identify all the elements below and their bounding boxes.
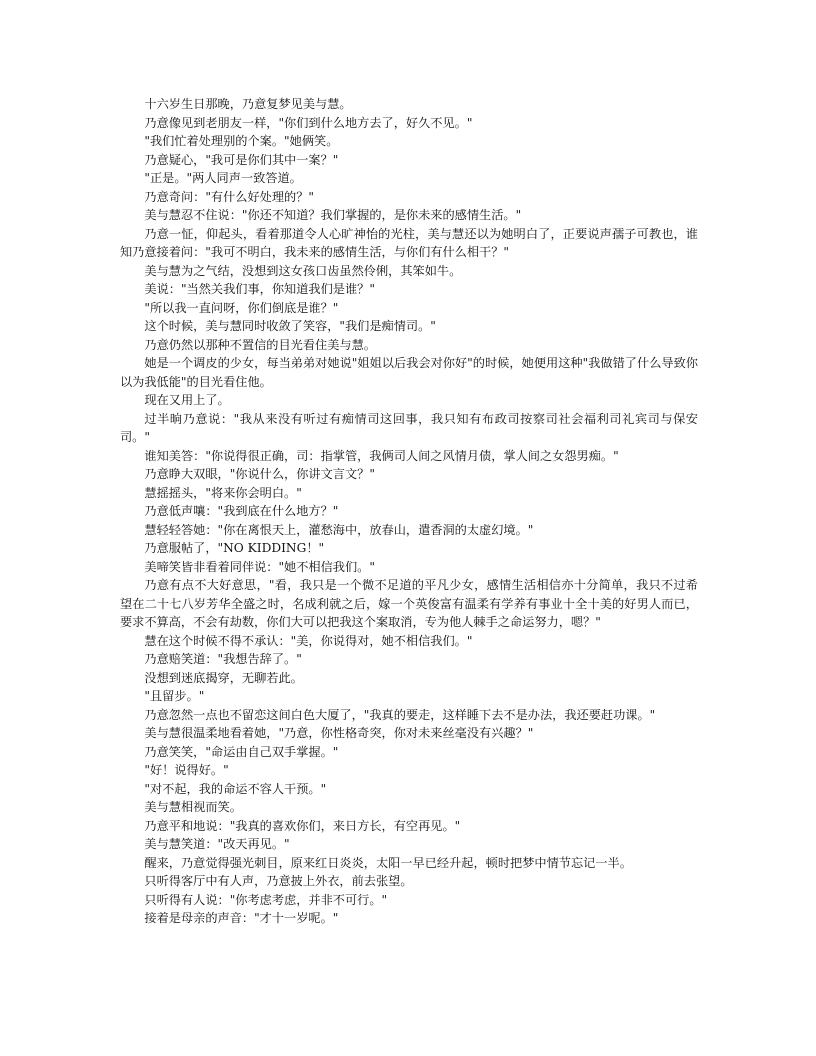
paragraph: "所以我一直问呀，你们倒底是谁？" [144,300,339,315]
paragraph: 乃意一怔，仰起头，看着那道令人心旷神怡的光柱，美与慧还以为她明白了，正要说声孺子可教也，谁知乃意接着问："我可不明白，我未来的感情生活，与你们有什么相干？" [120,226,698,259]
paragraph: "我们忙着处理别的个案。"她俩笑。 [144,134,339,148]
paragraph: 接着是母亲的声音："才十一岁呢。" [144,911,339,925]
paragraph: 醒来，乃意觉得强光刺目，原来红日炎炎，太阳一早已经升起，顿时把梦中情节忘记一半。 [144,855,632,870]
paragraph: 美说："当然关我们事，你知道我们是谁？" [144,282,375,296]
paragraph: 十六岁生日那晚，乃意复梦见美与慧。 [144,97,352,111]
paragraph: 乃意赔笑道："我想告辞了。" [144,652,302,666]
paragraph: 美与慧笑道："改天再见。" [144,837,290,851]
paragraph: 乃意奇问："有什么好处理的？" [144,189,315,204]
paragraph: 乃意服帖了，"NO KIDDING！" [144,541,325,555]
paragraph: 没想到迷底揭穿，无聊若此。 [144,670,303,685]
paragraph: 现在又用上了。 [144,393,230,407]
paragraph: "正是。"两人同声一致答道。 [144,171,302,185]
paragraph: 乃意笑笑，"命运由自己双手掌握。" [144,744,339,759]
paragraph: 乃意睁大双眼，"你说什么，你讲文言文？" [144,467,375,481]
paragraph: 只听得有人说："你考虑考虑，并非不可行。" [144,892,388,907]
paragraph: 美与慧相视而笑。 [144,800,242,814]
paragraph: 美啼笑皆非看着同伴说："她不相信我们。" [144,559,375,574]
paragraph: 美与慧忍不住说："你还不知道？我们掌握的，是你未来的感情生活。" [144,208,522,222]
paragraph: 乃意低声嚷："我到底在什么地方？" [144,504,339,518]
document-page [120,95,698,928]
paragraph: 乃意疑心，"我可是你们其中一案？" [144,152,339,167]
paragraph: 她是一个调皮的少女，每当弟弟对她说"姐姐以后我会对你好"的时候，她便用这种"我做错了什么导致你以为我低能"的目光看住他。 [120,356,698,389]
paragraph: 乃意有点不大好意思，"看，我只是一个微不足道的平凡少女，感情生活相信亦十分简单，我只不过希望在二十七八岁芳华全盛之时，名成利就之后，嫁一个英俊富有温柔有学养有事业十全十美的好男人而已，要求不算高，不会有劫数，你们大可以把我这个案取消，专为他人棘手之命运努力，嗯？" [120,578,698,629]
paragraph: 美与慧很温柔地看着她，"乃意，你性格奇突，你对未来丝毫没有兴趣？" [144,726,534,740]
paragraph: 谁知美答："你说得很正确，司：指掌管，我俩司人间之风情月债，掌人间之女怨男痴。" [144,448,619,463]
paragraph: 慧在这个时候不得不承认："美，你说得对，她不相信我们。" [144,633,473,648]
paragraph: 慧摇摇头，"将来你会明白。" [144,485,302,500]
paragraph: 乃意仍然以那种不置信的目光看住美与慧。 [144,337,376,352]
paragraph: "好！说得好。" [144,763,229,777]
paragraph: 慧轻轻答她："你在离恨天上，灌愁海中，放春山，遣香洞的太虚幻境。" [144,522,534,537]
paragraph: "且留步。" [144,689,205,703]
paragraph: 这个时候，美与慧同时收敛了笑容，"我们是痴情司。" [144,319,436,333]
paragraph: 乃意平和地说："我真的喜欢你们，来日方长，有空再见。" [144,818,461,833]
paragraph: "对不起，我的命运不容人干预。" [144,781,327,796]
paragraph: 乃意像见到老朋友一样，"你们到什么地方去了，好久不见。" [144,115,473,130]
paragraph: 只听得客厅中有人声，乃意披上外衣，前去张望。 [144,874,413,888]
paragraph: 过半晌乃意说："我从来没有听过有痴情司这回事，我只知有布政司按察司社会福利司礼宾司与保安司。" [120,411,698,444]
paragraph: 美与慧为之气结，没想到这女孩口齿虽然伶俐，其笨如牛。 [144,263,462,278]
paragraph: 乃意忽然一点也不留恋这间白色大厦了，"我真的要走，这样睡下去不是办法，我还要赶功课。" [144,707,656,722]
